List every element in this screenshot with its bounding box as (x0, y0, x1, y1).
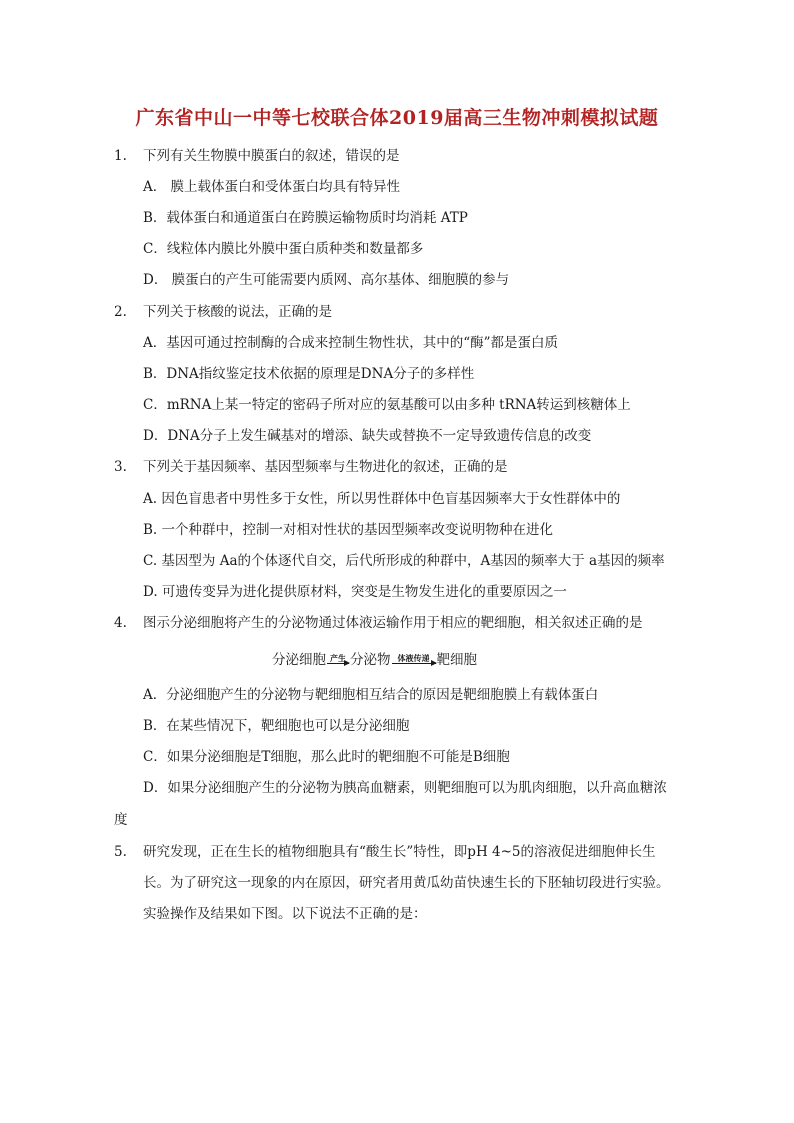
diagram-arrow-produce (327, 654, 349, 668)
question-1-option-a: A． 膜上载体蛋白和受体蛋白均具有特异性 (143, 179, 401, 195)
diagram-secretion: 分泌物 (350, 652, 391, 668)
question-1-option-d: D． 膜蛋白的产生可能需要内质网、高尔基体、细胞膜的参与 (143, 272, 510, 288)
question-4-option-a: A．分泌细胞产生的分泌物与靶细胞相互结合的原因是靶细胞膜上有载体蛋白 (143, 687, 599, 703)
question-2-option-b: B．DNA指纹鉴定技术依据的原理是DNA分子的多样性 (143, 366, 475, 382)
question-4-option-b: B．在某些情况下，靶细胞也可以是分泌细胞 (143, 718, 410, 734)
question-3-option-d: D. 可遗传变异为进化提供原材料，突变是生物发生进化的重要原因之一 (143, 584, 567, 600)
question-4-option-d-continued: 度 (114, 812, 128, 828)
question-4-number: 4. (114, 615, 127, 631)
arrow-right-icon (392, 663, 436, 664)
question-1-number: 1. (114, 148, 127, 164)
diagram-target-cell: 靶细胞 (436, 652, 477, 668)
question-2-number: 2. (114, 304, 127, 320)
question-5-number: 5. (114, 844, 127, 860)
diagram-arrow-transport (392, 654, 436, 668)
question-5-stem-line-2: 长。为了研究这一现象的内在原因，研究者用黄瓜幼苗快速生长的下胚轴切段进行实验。 (143, 875, 670, 891)
question-3-stem: 下列关于基因频率、基因型频率与生物进化的叙述，正确的是 (143, 459, 508, 475)
question-5-stem-line-1: 研究发现，正在生长的植物细胞具有“酸生长”特性，即pH 4~5的溶液促进细胞伸长生 (143, 844, 656, 860)
question-1-option-b: B．载体蛋白和通道蛋白在跨膜运输物质时均消耗 ATP (143, 210, 468, 226)
question-1-option-c: C．线粒体内膜比外膜中蛋白质种类和数量都多 (143, 241, 424, 257)
question-1-stem: 下列有关生物膜中膜蛋白的叙述，错误的是 (143, 148, 400, 164)
question-4-stem: 图示分泌细胞将产生的分泌物通过体液运输作用于相应的靶细胞，相关叙述正确的是 (143, 615, 643, 631)
question-2-option-c: C．mRNA上某一特定的密码子所对应的氨基酸可以由多种 tRNA转运到核糖体上 (143, 397, 631, 413)
question-3-option-b: B. 一个种群中，控制一对相对性状的基因型频率改变说明物种在进化 (143, 522, 554, 538)
question-2-option-d: D．DNA分子上发生碱基对的增添、缺失或替换不一定导致遗传信息的改变 (143, 428, 592, 444)
question-2-stem: 下列关于核酸的说法，正确的是 (143, 304, 332, 320)
diagram-secretory-cell: 分泌细胞 (272, 652, 326, 668)
question-4-option-d: D．如果分泌细胞产生的分泌物为胰高血糖素，则靶细胞可以为肌肉细胞，以升高血糖浓 (143, 780, 667, 796)
question-3-option-a: A. 因色盲患者中男性多于女性，所以男性群体中色盲基因频率大于女性群体中的 (143, 491, 621, 507)
arrow-right-icon (327, 663, 349, 664)
page-title: 广东省中山一中等七校联合体2019届高三生物冲刺模拟试题 (135, 107, 659, 129)
question-5-stem-line-3: 实验操作及结果如下图。以下说法不正确的是： (143, 906, 427, 922)
question-2-option-a: A．基因可通过控制酶的合成来控制生物性状，其中的“酶”都是蛋白质 (143, 335, 559, 351)
secretion-diagram (272, 648, 477, 668)
diagram-arrow-transport-label: 体液传递 (397, 653, 430, 663)
diagram-arrow-produce-label: 产生 (330, 653, 346, 663)
question-3-number: 3. (114, 459, 127, 475)
question-4-option-c: C．如果分泌细胞是T细胞，那么此时的靶细胞不可能是B细胞 (143, 749, 510, 765)
question-3-option-c: C. 基因型为 Aa的个体逐代自交，后代所形成的种群中，A基因的频率大于 a基因的频率 (143, 553, 665, 569)
